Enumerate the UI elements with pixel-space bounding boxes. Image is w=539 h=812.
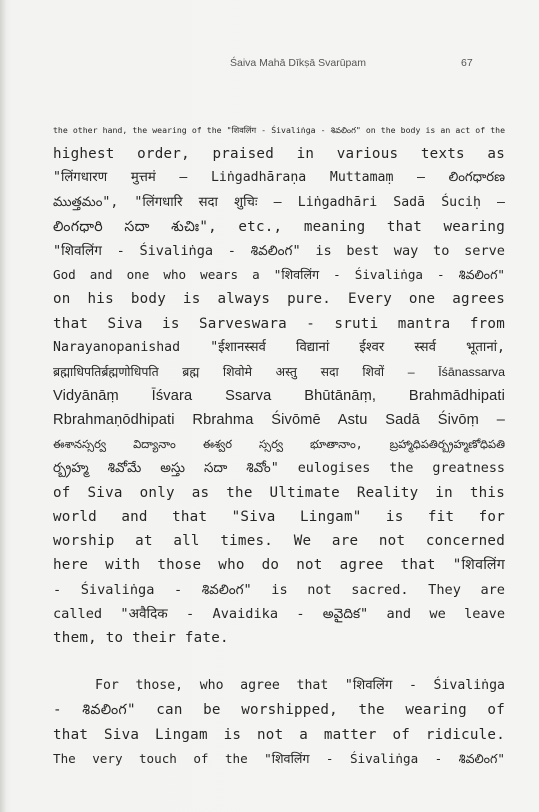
text-line: Narayanopanishad "ईशानस्सर्व विद्यानां ईश्वर स्सर्व भूतानां, [53, 339, 505, 355]
text-line: on his body is always pure. Every one agrees [53, 291, 505, 308]
text-line: "शिवलिंग - Śivaliṅga - శివలింగ" is best way to serve [53, 242, 505, 259]
text-line: For those, who agree that "शिवलिंग - Śivaliṅga [95, 678, 505, 694]
page-spine-edge [0, 0, 6, 812]
text-line: The very touch of the "शिवलिंग - Śivaliṅga - శివలింగ" [53, 750, 505, 766]
text-line: Rbrahmaṇōdhipati Rbrahma Śivōmē Astu Sadā Śivōṃ – [53, 412, 505, 429]
text-line: the other hand, the wearing of the "शिवलिंग - Śivaliṅga - శివలింగ" on the body is an act of the [53, 125, 505, 135]
text-line: them, to their fate. [53, 629, 229, 646]
text-line: ముత్తమం", "लिंगधारि सदा शुचिः – Liṅgadhāri Sadā Śuciḥ – [53, 194, 505, 210]
text-line: here with those who do not agree that "शिवलिंग [53, 557, 505, 574]
text-line: - Śivaliṅga - శివలింగ" is not sacred. They are [53, 581, 505, 598]
text-line: ब्रह्माधिपतिर्ब्रह्मणोधिपति ब्रह्म शिवोमे अस्तु सदा शिवों – Īśānassarva [53, 364, 505, 379]
text-line: called "अवैदिक - Avaidika - అవైదిక" and we leave [53, 605, 505, 622]
text-line: Vidyānāṃ Īśvara Ssarva Bhūtānāṃ, Brahmādhipati [53, 388, 505, 405]
paragraph-gap [53, 650, 505, 674]
text-line: worship at all times. We are not concerned [53, 533, 505, 550]
text-line: లింగధారి సదా శుచిః", etc., meaning that wearing [53, 218, 505, 235]
text-line: ఈశానస్సర్వ విద్యానాం ఈశ్వర స్సర్వ భూతానాం, బ్రహ్మాధిపతిర్బ్రహ్మణోధిపతి [53, 437, 505, 452]
text-line: ర్బ్రహ్మ శివోమే అస్తు సదా శివోం" eulogises the greatness [53, 460, 505, 476]
text-line: God and one who wears a "शिवलिंग - Śivaliṅga - శివలింగ" [53, 267, 505, 283]
running-header-title: Śaiva Mahā Dīkṣā Svarūpam [230, 57, 366, 69]
text-line: of Siva only as the Ultimate Reality in this [53, 484, 505, 501]
running-header [0, 57, 539, 75]
text-line: that Siva is Sarveswara - sruti mantra from [53, 315, 505, 332]
body-text [53, 118, 505, 771]
text-line: world and that "Siva Lingam" is fit for [53, 509, 505, 525]
text-line: - శివలింగ" can be worshipped, the wearing of [53, 702, 505, 719]
text-line: that Siva Lingam is not a matter of ridicule. [53, 726, 505, 743]
page-number: 67 [461, 57, 473, 69]
text-line: "लिंगधारण मुत्तमं – Liṅgadhāraṇa Muttamaṃ – లింగధారణ [53, 170, 505, 186]
text-line: highest order, praised in various texts as [53, 146, 505, 163]
